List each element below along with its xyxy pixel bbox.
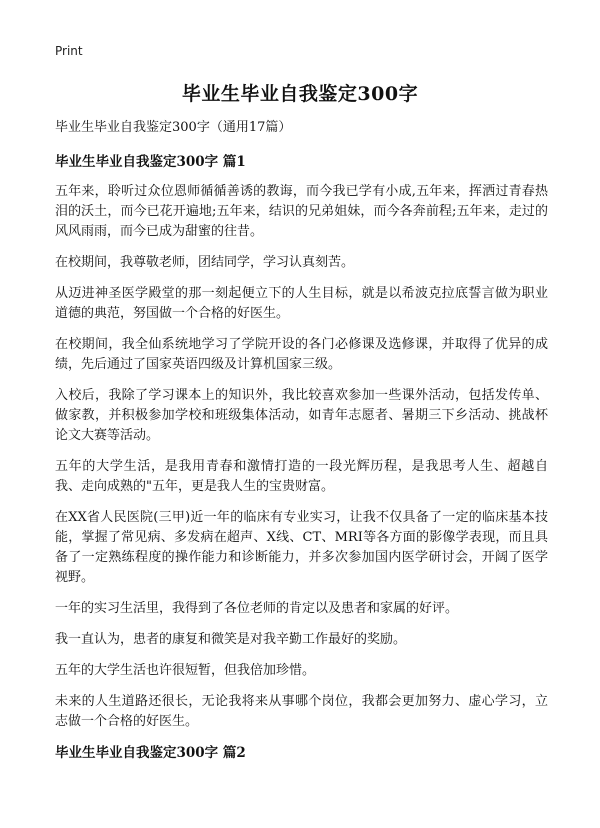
page-title: 毕业生毕业自我鉴定300字 — [181, 83, 419, 105]
document-body — [55, 118, 548, 773]
section-heading-1: 毕业生毕业自我鉴定300字 篇1 — [55, 154, 246, 170]
paragraph-3: 从迈进神圣医学殿堂的那一刻起便立下的人生目标，就是以希波克拉底誓言做为职业道德的典范，努国做一个合格的好医生。 — [55, 286, 548, 321]
section-heading-2: 毕业生毕业自我鉴定300字 篇2 — [55, 745, 246, 761]
paragraph-5: 入校后，我除了学习课本上的知识外，我比较喜欢参加一些课外活动，包括发传单、做家教，并积极参加学校和班级集体活动，如青年志愿者、暑期三下乡活动、挑战杯论文大赛等活动。 — [55, 388, 548, 443]
paragraph-9: 我一直认为，患者的康复和微笑是对我辛勤工作最好的奖励。 — [55, 632, 407, 647]
print-link[interactable]: Print — [55, 44, 83, 58]
paragraph-10: 五年的大学生活也许很短暂，但我倍加珍惜。 — [55, 663, 316, 678]
paragraph-2: 在校期间，我尊敬老师，团结同学，学习认真刻苦。 — [55, 255, 355, 270]
paragraph-6: 五年的大学生活，是我用青春和激情打造的一段光辉历程，是我思考人生、超越自我、走向成熟的"五年，更是我人生的宝贵财富。 — [55, 459, 548, 494]
paragraph-8: 一年的实习生活里，我得到了各位老师的肯定以及患者和家属的好评。 — [55, 601, 459, 616]
paragraph-4: 在校期间，我全仙系统地学习了学院开设的各门必修课及选修课，并取得了优异的成绩，先后通过了国家英语四级及计算机国家三级。 — [55, 337, 548, 372]
paragraph-11: 未来的人生道路还很长，无论我将来从事哪个岗位，我都会更加努力、虚心学习，立志做一个合格的好医生。 — [55, 694, 548, 729]
paragraph-1: 五年来，聆听过众位恩师循循善诱的教诲，而今我已学有小成,五年来，挥洒过青春热泪的沃土，而今已花开遍地;五年来，结识的兄弟姐妹，而今各奔前程;五年来，走过的风风雨雨，而今已成为甜蜜的往昔。 — [55, 184, 548, 239]
paragraph-7: 在XX省人民医院(三甲)近一年的临床有专业实习，让我不仅具备了一定的临床基本技能，掌握了常见病、多发病在超声、X线、CT、MRI等各方面的影像学表现，而且具备了一定熟练程度的操作能力和诊断能力，并多次参加国内医学研讨会，开阔了医学视野。 — [55, 510, 548, 585]
document-subtitle: 毕业生毕业自我鉴定300字（通用17篇） — [55, 120, 292, 135]
